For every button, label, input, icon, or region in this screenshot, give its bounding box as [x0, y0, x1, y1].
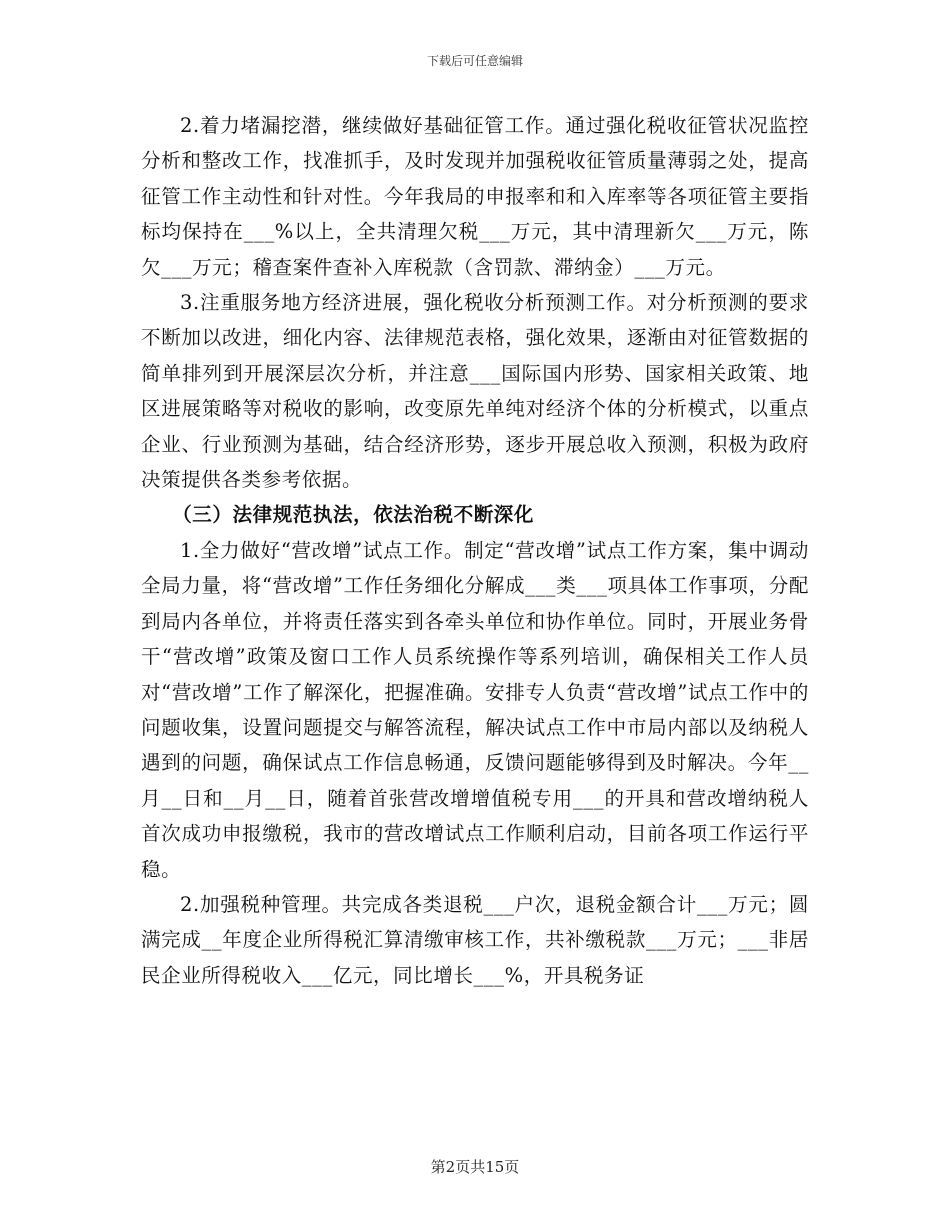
paragraph-tax-forecast: 3.注重服务地方经济进展，强化税收分析预测工作。对分析预测的要求不断加以改进，细化内容、法律规范表格，强化效果，逐渐由对征管数据的简单排列到开展深层次分析，并注意___国际国内形势、国家相关政策、地区进展策略等对税收的影响，改变原先单纯对经济个体的分析模式，以重点企业、行业预测为基础，结合经济形势，逐步开展总收入预测，积极为政府决策提供各类参考依据。 [141, 291, 809, 492]
page-number: 第2页共15页 [430, 1158, 520, 1176]
document-body [141, 108, 809, 993]
paragraph-collection-management: 2.着力堵漏挖潜，继续做好基础征管工作。通过强化税收征管状况监控分析和整改工作，找准抓手，及时发现并加强税收征管质量薄弱之处，提高征管工作主动性和针对性。今年我局的申报率和和入库率等各项征管主要指标均保持在___%以上，全共清理欠税___万元，其中清理新欠___万元，陈欠___万元；稽查案件查补入库税款（含罚款、滞纳金）___万元。 [141, 114, 809, 279]
page-header: 下载后可任意编辑 [426, 54, 523, 68]
paragraph-tax-type-management: 2.加强税种管理。共完成各类退税___户次，退税金额合计___万元；圆满完成__年度企业所得税汇算清缴审核工作，共补缴税款___万元；___非居民企业所得税收入___亿元，同比增长___%，开具税务证 [141, 892, 809, 987]
section-heading: （三）法律规范执法，依法治税不断深化 [172, 503, 534, 527]
paragraph-vat-pilot: 1.全力做好“营改增”试点工作。制定“营改增”试点工作方案，集中调动全局力量，将“营改增”工作任务细化分解成___类___项具体工作事项，分配到局内各单位，并将责任落实到各牵头单位和协作单位。同时，开展业务骨干“营改增”政策及窗口工作人员系统操作等系列培训，确保相关工作人员对“营改增”工作了解深化，把握准确。安排专人负责“营改增”试点工作中的问题收集，设置问题提交与解答流程，解决试点工作中市局内部以及纳税人遇到的问题，确保试点工作信息畅通，反馈问题能够得到及时解决。今年__月__日和__月__日，随着首张营改增增值税专用___的开具和营改增纳税人首次成功申报缴税，我市的营改增试点工作顺利启动，目前各项工作运行平稳。 [141, 538, 809, 881]
